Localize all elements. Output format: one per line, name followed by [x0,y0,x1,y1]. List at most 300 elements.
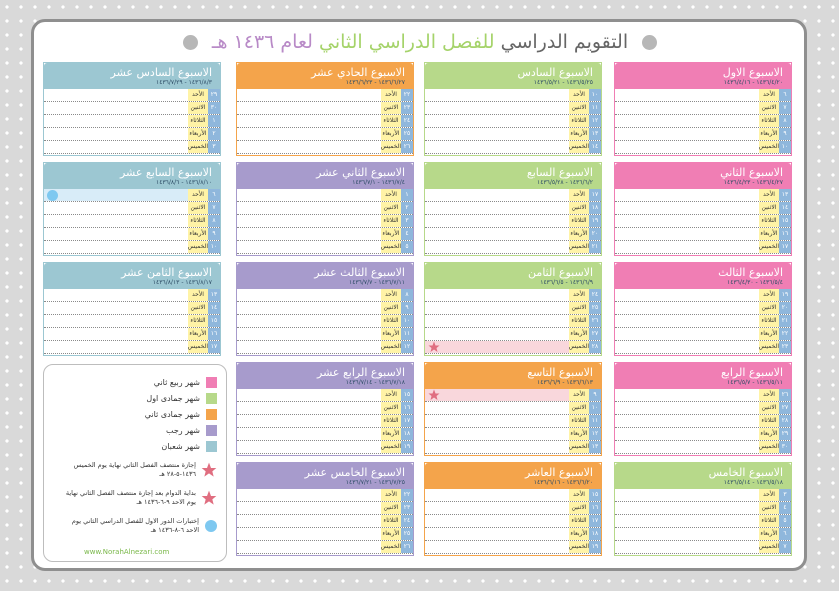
day-number: ٢٥ [401,528,413,540]
day-row [237,102,413,115]
day-row [615,428,791,441]
day-note-area[interactable] [615,428,759,440]
day-number: ٢٤ [401,115,413,127]
day-note-area[interactable] [615,515,759,527]
day-row [425,302,601,315]
day-row [615,189,791,202]
day-note-area[interactable] [44,315,188,327]
day-number: ١٧ [208,341,220,353]
day-row [237,415,413,428]
day-name: الثلاثاء [569,315,589,327]
day-row [44,115,220,128]
day-note-area[interactable] [425,141,569,153]
day-row [237,341,413,354]
legend-note-text: إجازة منتصف الفصل الثاني نهاية يوم الخميس ١٤٣٦-٥-٢٨ هـ [73,461,196,478]
day-number: ٢٣ [401,102,413,114]
day-number: ٢٥ [589,302,601,314]
day-note-area[interactable] [237,502,381,514]
day-note-area[interactable] [425,228,569,240]
title-text [212,31,628,53]
day-note-area[interactable] [44,128,188,140]
day-note-area[interactable] [425,489,569,501]
day-row [425,328,601,341]
day-row [237,189,413,202]
day-note-area[interactable] [615,289,759,301]
day-note-area[interactable] [237,528,381,540]
day-name: الخميس [188,241,208,253]
day-note-area[interactable] [615,102,759,114]
day-name: الأحد [759,289,779,301]
day-name: الثلاثاء [381,115,401,127]
day-note-area[interactable] [237,141,381,153]
day-name: الأحد [569,489,589,501]
star-icon [428,341,440,353]
day-row [44,315,220,328]
week-title: الاسبوع الثالث عشر [314,266,405,279]
day-row [44,89,220,102]
day-note-area[interactable] [615,189,759,201]
website-link[interactable]: www.NorahAlnezari.com [84,548,170,556]
day-note-area[interactable] [425,402,569,414]
week-card [614,362,792,456]
day-note-area[interactable] [425,89,569,101]
day-note-area[interactable] [237,241,381,253]
day-note-area[interactable] [425,215,569,227]
week-header [237,63,413,89]
day-note-area[interactable] [237,289,381,301]
day-note-area[interactable] [237,215,381,227]
day-number: ١٧ [589,189,601,201]
day-note-area[interactable] [237,128,381,140]
star-icon [428,389,440,401]
day-row [44,328,220,341]
day-note-area[interactable] [615,389,759,401]
day-number: ١٨ [589,528,601,540]
week-title: الاسبوع السابع [526,166,593,179]
day-number: ١٣ [589,128,601,140]
day-row [237,389,413,402]
day-name: الأربعاء [569,128,589,140]
week-dates: ١٤٣٦/٥/٤ - ١٤٣٦/٤/٣٠ [727,279,783,286]
day-name: الثلاثاء [569,515,589,527]
day-number: ٢٤ [589,289,601,301]
week-header [44,163,220,189]
day-name: الأحد [569,389,589,401]
day-note-area[interactable] [425,302,569,314]
day-row [425,189,601,202]
day-name: الثلاثاء [569,415,589,427]
day-name: الخميس [188,141,208,153]
day-name: الثلاثاء [188,215,208,227]
day-note-area[interactable] [44,141,188,153]
week-title: الاسبوع الثامن [528,266,593,279]
day-note-area[interactable] [615,541,759,553]
day-note-area[interactable] [425,128,569,140]
day-row [44,215,220,228]
day-note-area[interactable] [237,202,381,214]
week-card [236,162,414,256]
legend-note-return [61,489,217,507]
day-number: ٤ [779,502,791,514]
day-note-area[interactable] [425,315,569,327]
day-number: ٢٦ [589,315,601,327]
day-note-area[interactable] [425,541,569,553]
day-note-area[interactable] [615,115,759,127]
day-row [615,541,791,554]
week-title: الاسبوع الرابع عشر [317,366,405,379]
day-note-area[interactable] [237,115,381,127]
day-row [44,189,220,202]
day-number: ٧ [779,102,791,114]
day-name: الأربعاء [381,428,401,440]
legend-swatch [206,377,217,388]
day-number: ٣ [401,215,413,227]
day-name: الأحد [381,389,401,401]
day-name: الأحد [381,189,401,201]
week-header [615,263,791,289]
day-number: ٥ [401,241,413,253]
day-row [44,241,220,254]
day-name: الأربعاء [759,228,779,240]
day-row [44,302,220,315]
day-name: الأحد [381,89,401,101]
week-dates: ١٤٣٦/٥/١٨ - ١٤٣٦/٥/١٤ [723,479,783,486]
day-row [425,289,601,302]
week-dates: ١٤٣٦/٨/١٧ - ١٤٣٦/٨/١٣ [152,279,212,286]
day-name: الخميس [569,241,589,253]
day-note-area[interactable] [425,441,569,453]
day-number: ٢٨ [589,341,601,353]
week-title: الاسبوع التاسع [527,366,593,379]
day-row [425,502,601,515]
day-row [237,328,413,341]
day-row [44,289,220,302]
day-note-area[interactable] [44,215,188,227]
day-name: الاثنين [188,202,208,214]
day-note-area[interactable] [44,89,188,101]
day-row [425,102,601,115]
day-name: الأربعاء [188,128,208,140]
day-number: ١٥ [401,389,413,401]
day-row [237,202,413,215]
day-note-area[interactable] [44,228,188,240]
day-note-area[interactable] [44,328,188,340]
day-note-area[interactable] [425,102,569,114]
day-name: الاثنين [188,302,208,314]
day-note-area[interactable] [425,528,569,540]
day-note-area[interactable] [237,89,381,101]
day-row [237,402,413,415]
day-row [425,515,601,528]
day-name: الخميس [381,341,401,353]
day-note-area[interactable] [237,441,381,453]
day-row [615,141,791,154]
day-number: ١٢ [589,115,601,127]
day-row [237,289,413,302]
day-note-area[interactable] [425,115,569,127]
day-note-area[interactable] [237,415,381,427]
day-name: الأربعاء [381,128,401,140]
day-note-area[interactable] [237,102,381,114]
day-number: ٢٦ [401,141,413,153]
legend-month-2 [146,393,217,404]
legend-month-label: شهر جمادى ثاني [144,410,200,419]
day-row [425,128,601,141]
day-name: الأحد [188,189,208,201]
day-note-area[interactable] [615,128,759,140]
day-name: الخميس [381,141,401,153]
day-name: الثلاثاء [759,415,779,427]
day-number: ١ [401,189,413,201]
day-note-area[interactable] [425,515,569,527]
week-title: الاسبوع الثامن عشر [121,266,212,279]
day-name: الأربعاء [188,328,208,340]
day-note-area[interactable] [615,502,759,514]
day-row [615,489,791,502]
day-row [425,415,601,428]
day-number: ١ [208,115,220,127]
day-row [44,341,220,354]
day-note-area[interactable] [237,489,381,501]
day-name: الأربعاء [381,528,401,540]
day-note-area[interactable] [237,541,381,553]
day-note-area[interactable] [615,489,759,501]
day-number: ١٨ [401,428,413,440]
day-name: الأحد [381,289,401,301]
day-number: ٨ [401,289,413,301]
day-note-area[interactable] [615,328,759,340]
day-note-area[interactable] [425,502,569,514]
day-number: ١٠ [589,89,601,101]
title-part1: التقويم الدراسي [500,31,629,53]
day-note-area[interactable] [615,215,759,227]
day-number: ١١ [589,102,601,114]
day-note-area[interactable] [615,89,759,101]
day-number: ١٩ [589,215,601,227]
day-name: الخميس [759,441,779,453]
day-number: ٨ [208,215,220,227]
day-note-area[interactable] [615,202,759,214]
title-dot-left [183,35,198,50]
week-card [424,262,602,356]
week-dates: ١٤٣٦/٦/٢ - ١٤٣٦/٥/٢٨ [537,179,593,186]
day-note-area[interactable] [615,228,759,240]
day-note-area[interactable] [615,315,759,327]
day-name: الأربعاء [381,328,401,340]
day-number: ٣٠ [208,102,220,114]
day-note-area[interactable] [44,202,188,214]
day-name: الأحد [188,89,208,101]
week-title: الاسبوع الثاني [720,166,783,179]
day-note-area[interactable] [44,341,188,353]
day-name: الخميس [759,341,779,353]
day-row [615,502,791,515]
week-card [614,262,792,356]
day-note-area[interactable] [237,189,381,201]
day-name: الخميس [381,541,401,553]
day-name: الاثنين [759,202,779,214]
day-row [237,215,413,228]
legend-month-3 [145,409,217,420]
day-name: الأربعاء [381,228,401,240]
day-note-area[interactable] [615,528,759,540]
day-note-area[interactable] [425,328,569,340]
week-header [237,363,413,389]
day-name: الاثنين [569,102,589,114]
day-row [615,102,791,115]
day-note-area[interactable] [615,241,759,253]
day-note-area[interactable] [44,115,188,127]
day-note-area[interactable] [237,302,381,314]
day-note-area[interactable] [237,428,381,440]
day-name: الخميس [188,341,208,353]
day-row [237,128,413,141]
day-note-area[interactable] [44,302,188,314]
day-note-area[interactable] [425,428,569,440]
day-name: الأحد [759,89,779,101]
day-number: ٢٠ [589,228,601,240]
day-row [237,528,413,541]
day-note-area[interactable] [615,341,759,353]
day-note-area[interactable] [425,241,569,253]
legend-swatch [206,441,217,452]
day-number: ١٢ [589,428,601,440]
day-name: الأحد [759,389,779,401]
day-row [237,502,413,515]
day-row [237,441,413,454]
week-card [236,362,414,456]
day-row [237,141,413,154]
week-header [615,63,791,89]
day-note-area[interactable] [44,102,188,114]
day-number: ٢٨ [779,415,791,427]
legend-note-exams [64,517,217,535]
day-row [237,315,413,328]
day-note-area[interactable] [237,315,381,327]
day-note-area[interactable] [44,241,188,253]
day-note-area[interactable] [615,441,759,453]
day-note-area[interactable] [44,289,188,301]
day-row [615,202,791,215]
day-note-area[interactable] [425,415,569,427]
day-name: الاثنين [569,202,589,214]
day-note-area[interactable] [237,515,381,527]
day-note-area[interactable] [237,328,381,340]
day-note-area[interactable] [425,341,569,353]
day-name: الاثنين [381,402,401,414]
day-number: ٢١ [779,315,791,327]
day-name: الخميس [759,141,779,153]
week-card [614,162,792,256]
day-note-area[interactable] [615,141,759,153]
day-number: ٧ [779,541,791,553]
day-row [425,141,601,154]
day-row [237,515,413,528]
week-card [43,62,221,156]
day-row [44,141,220,154]
day-row [425,215,601,228]
day-name: الأربعاء [569,228,589,240]
day-note-area[interactable] [237,341,381,353]
day-number: ٢٣ [401,502,413,514]
day-name: الأربعاء [759,328,779,340]
day-name: الخميس [569,141,589,153]
day-name: الاثنين [759,502,779,514]
day-number: ١٠ [589,402,601,414]
week-header [425,163,601,189]
day-note-area[interactable] [44,189,188,201]
day-name: الخميس [381,241,401,253]
day-name: الأربعاء [569,428,589,440]
day-name: الخميس [759,541,779,553]
day-row [615,415,791,428]
day-name: الاثنين [381,502,401,514]
day-number: ٥ [779,515,791,527]
day-row [425,528,601,541]
day-number: ١٦ [589,502,601,514]
week-header [237,263,413,289]
day-note-area[interactable] [425,202,569,214]
day-row [615,115,791,128]
week-dates: ١٤٣٦/٦/٢٧ - ١٤٣٦/٦/٢٣ [345,79,405,86]
week-title: الاسبوع السادس [517,66,593,79]
day-row [615,128,791,141]
day-number: ١١ [589,415,601,427]
title-part3: لعام ١٤٣٦ هـ [211,31,313,53]
day-number: ٣ [779,489,791,501]
day-name: الخميس [569,541,589,553]
day-note-area[interactable] [425,189,569,201]
legend-month-label: شهر ربيع ثاني [153,378,200,387]
day-number: ١١ [401,328,413,340]
day-number: ٦ [208,189,220,201]
legend-note-midterm [61,461,217,479]
week-dates: ١٤٣٦/٦/٢٠ - ١٤٣٦/٦/١٦ [533,479,593,486]
day-number: ٢ [208,128,220,140]
week-card [424,462,602,556]
day-row [615,315,791,328]
day-name: الثلاثاء [759,315,779,327]
day-name: الأحد [381,489,401,501]
day-note-area[interactable] [425,289,569,301]
week-dates: ١٤٣٦/٤/٢٧ - ١٤٣٦/٤/٢٣ [723,179,783,186]
day-number: ٢٥ [401,128,413,140]
day-note-area[interactable] [615,415,759,427]
week-dates: ١٤٣٦/٧/١٨ - ١٤٣٦/٧/١٤ [345,379,405,386]
day-note-area[interactable] [237,228,381,240]
week-title: الاسبوع الرابع [720,366,783,379]
day-row [44,228,220,241]
day-number: ١٥ [589,489,601,501]
day-note-area[interactable] [615,402,759,414]
day-number: ١٤ [779,202,791,214]
week-dates: ١٤٣٦/٦/١٣ - ١٤٣٦/٦/٩ [537,379,593,386]
day-number: ٢٦ [779,389,791,401]
day-note-area[interactable] [237,389,381,401]
day-number: ١٦ [208,328,220,340]
day-row [615,441,791,454]
day-name: الثلاثاء [759,115,779,127]
week-dates: ١٤٣٦/٦/٩ - ١٤٣٦/٦/٥ [540,279,593,286]
day-number: ٢٧ [779,402,791,414]
day-row [615,389,791,402]
day-note-area[interactable] [615,302,759,314]
day-number: ٢٢ [779,328,791,340]
day-number: ٢٢ [401,89,413,101]
day-note-area[interactable] [425,389,569,401]
day-note-area[interactable] [237,402,381,414]
day-name: الأربعاء [188,228,208,240]
